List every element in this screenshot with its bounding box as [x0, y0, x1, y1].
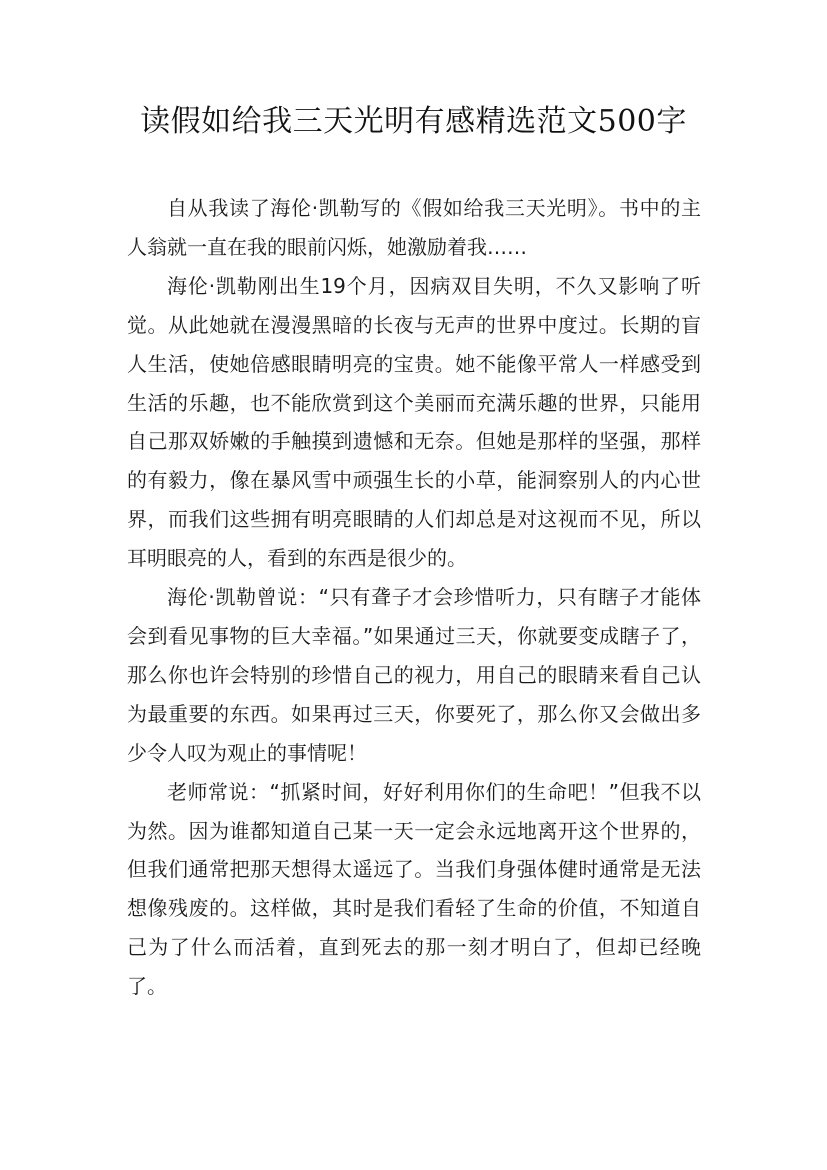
paragraph-4: 老师常说：“抓紧时间，好好利用你们的生命吧！”但我不以为然。因为谁都知道自己某一天一定会永远地离开这个世界的，但我们通常把那天想得太遥远了。当我们身强体健时通常是无法想像残废的。这样做，其时是我们看轻了生命的价值，不知道自己为了什么而活着，直到死去的那一刻才明白了，但却已经晚了。 — [127, 779, 701, 999]
paragraph-1: 自从我读了海伦·凯勒写的《假如给我三天光明》。书中的主人翁就一直在我的眼前闪烁，她激励着我…… — [127, 196, 701, 259]
paragraph-3: 海伦·凯勒曾说：“只有聋子才会珍惜听力，只有瞎子才能体会到看见事物的巨大幸福。”如果通过三天，你就要变成瞎子了，那么你也许会特别的珍惜自己的视力，用自己的眼睛来看自己认为最重要的东西。如果再过三天，你要死了，那么你又会做出多少令人叹为观止的事情呢！ — [127, 585, 701, 765]
paragraph-2: 海伦·凯勒刚出生19个月，因病双目失明，不久又影响了听觉。从此她就在漫漫黑暗的长夜与无声的世界中度过。长期的盲人生活，使她倍感眼睛明亮的宝贵。她不能像平常人一样感受到生活的乐趣，也不能欣赏到这个美丽而充满乐趣的世界，只能用自己那双娇嫩的手触摸到遗憾和无奈。但她是那样的坚强，那样的有毅力，像在暴风雪中顽强生长的小草，能洞察别人的内心世界，而我们这些拥有明亮眼睛的人们却总是对这视而不见，所以耳明眼亮的人，看到的东西是很少的。 — [127, 273, 701, 571]
document-title: 读假如给我三天光明有感精选范文500字 — [140, 104, 687, 139]
document-body — [127, 189, 701, 1006]
